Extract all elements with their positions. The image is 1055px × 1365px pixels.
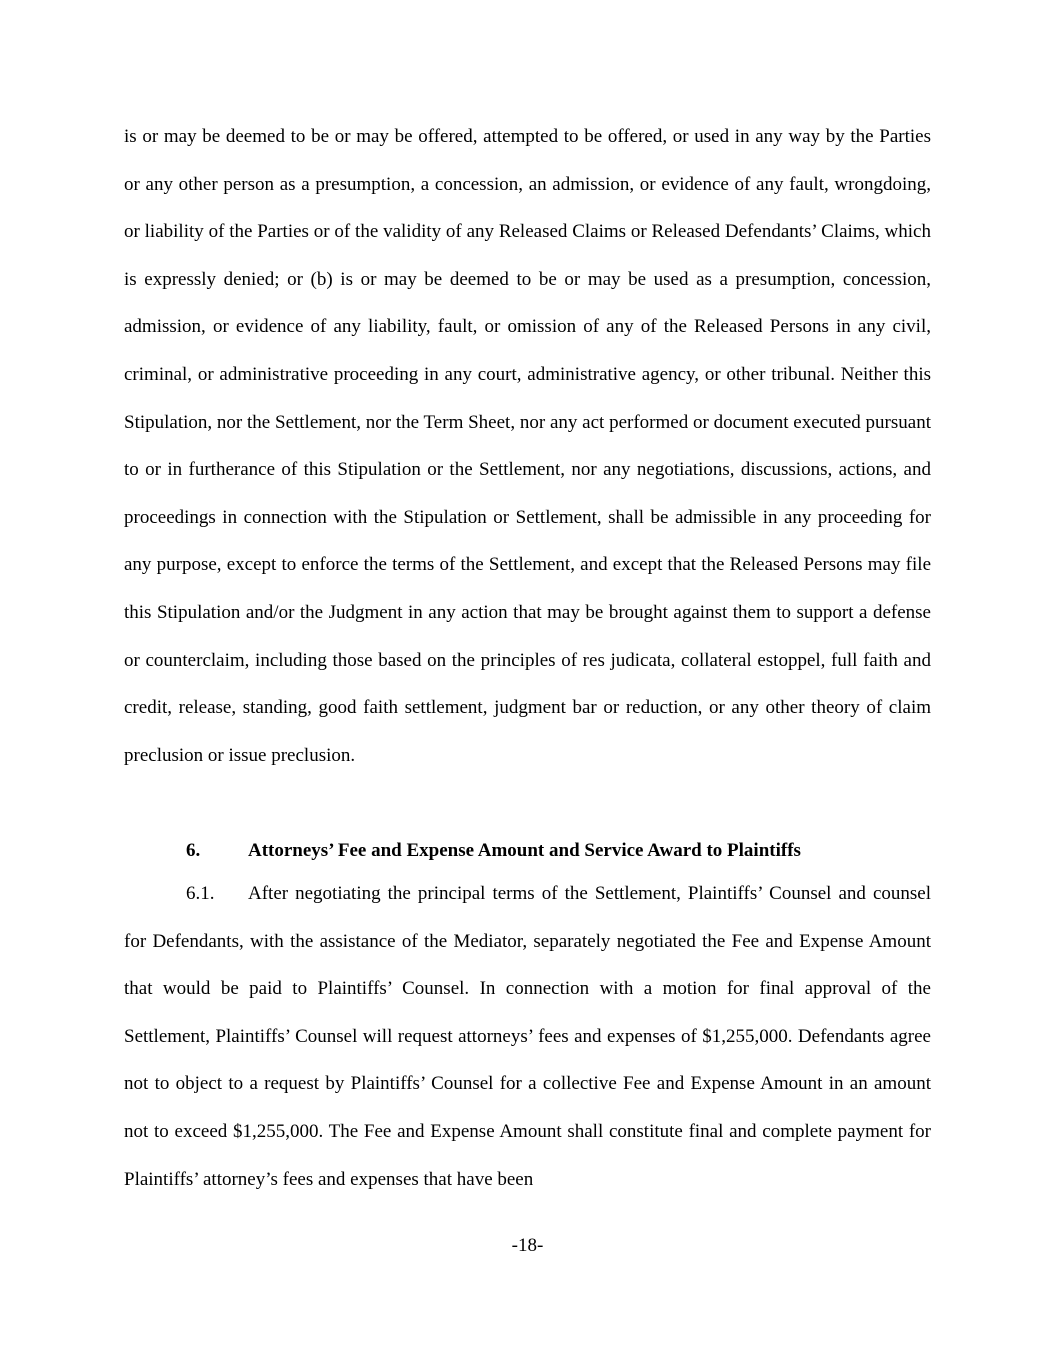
section-heading bbox=[186, 838, 931, 864]
subsection-paragraph bbox=[124, 870, 931, 1203]
subsection-number: 6.1. bbox=[186, 883, 215, 904]
body-paragraph: is or may be deemed to be or may be offered, attempted to be offered, or used in any way by the Parties or any other person as a presumption, a concession, an admission, or evidence of any fault, wrongdoing, or liability of the Parties or of the validity of any Released Claims or Released Defendants’ Claims, which is expressly denied; or (b) is or may be deemed to be or may be used as a presumption, concession, admission, or evidence of any liability, fault, or omission of any of the Released Persons in any civil, criminal, or administrative proceeding in any court, administrative agency, or other tribunal. Neither this Stipulation, nor the Settlement, nor the Term Sheet, nor any act performed or document executed pursuant to or in furtherance of this Stipulation or the Settlement, nor any negotiations, discussions, actions, and proceedings in connection with the Stipulation or Settlement, shall be admissible in any proceeding for any purpose, except to enforce the terms of the Settlement, and except that the Released Persons may file this Stipulation and/or the Judgment in any action that may be brought against them to support a defense or counterclaim, including those based on the principles of res judicata, collateral estoppel, full faith and credit, release, standing, good faith settlement, judgment bar or reduction, or any other theory of claim preclusion or issue preclusion. bbox=[124, 126, 931, 766]
subsection-text: After negotiating the principal terms of the Settlement, Plaintiffs’ Counsel and counsel for Defendants, with the assistance of the Mediator, separately negotiated the Fee and Expense Amount that would be paid to Plaintiffs’ Counsel. In connection with a motion for final approval of the Settlement, Plaintiffs’ Counsel will request attorneys’ fees and expenses of $1,255,000. Defendants agree not to object to a request by Plaintiffs’ Counsel for a collective Fee and Expense Amount in an amount not to exceed $1,255,000. The Fee and Expense Amount shall constitute final and complete payment for Plaintiffs’ attorney’s fees and expenses that have been bbox=[124, 883, 931, 1190]
section-title: Attorneys’ Fee and Expense Amount and Service Award to Plaintiffs bbox=[248, 840, 801, 861]
section-number: 6. bbox=[186, 840, 201, 861]
page-number: -18- bbox=[511, 1235, 544, 1256]
